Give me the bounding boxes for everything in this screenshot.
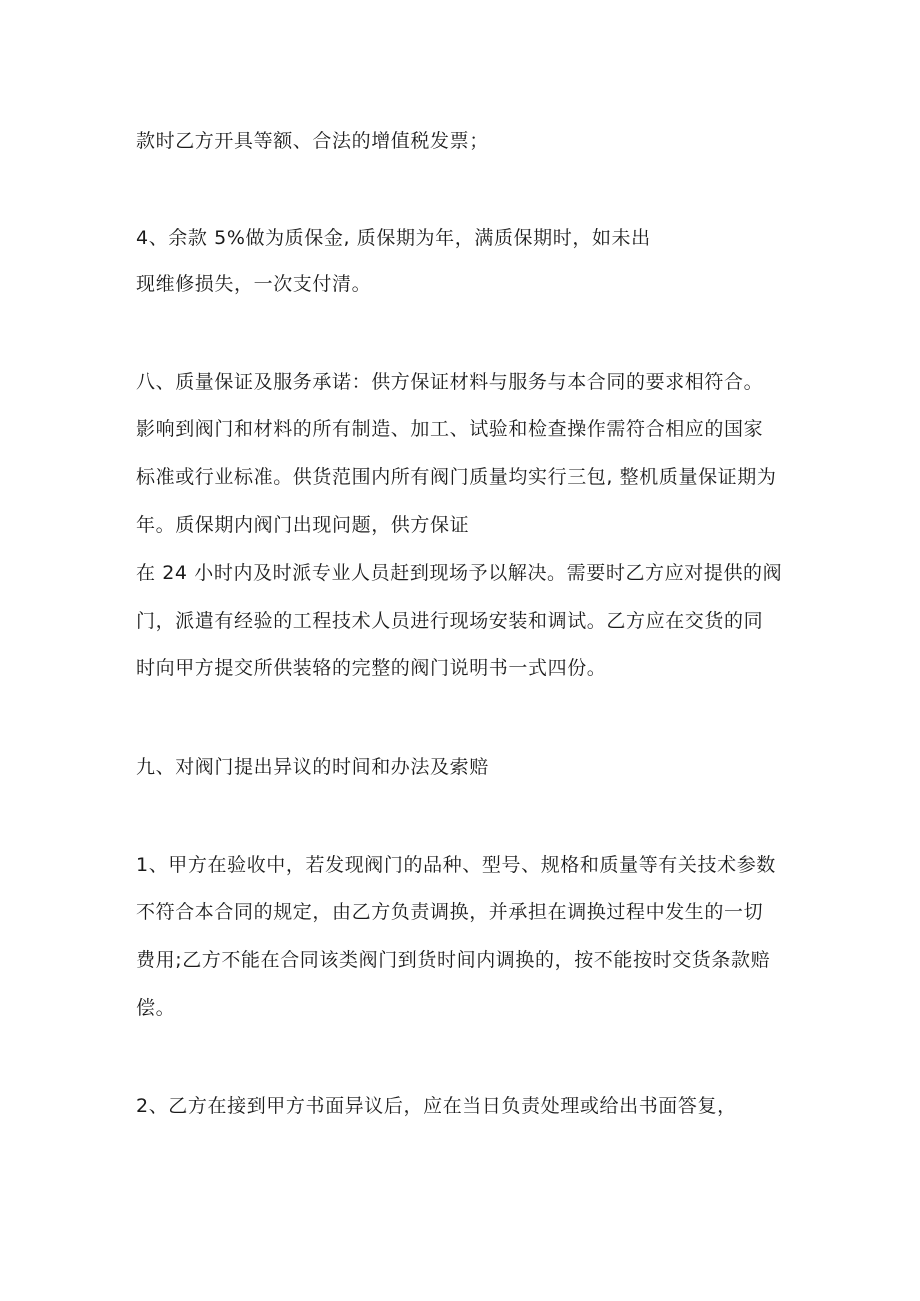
text-line: 4、余款 5%做为质保金, 质保期为年，满质保期时，如未出: [136, 227, 651, 249]
text-line: 不符合本合同的规定，由乙方负责调换，并承担在调换过程中发生的一切: [136, 901, 764, 923]
text-line: 现维修损失，一次支付清。: [136, 273, 372, 295]
text-line: 费用;乙方不能在合同该类阀门到货时间内调换的，按不能按时交货条款赔: [136, 949, 771, 971]
text-line: 时向甲方提交所供装辂的完整的阀门说明书一式四份。: [136, 657, 607, 679]
text-line: 在 24 小时内及时派专业人员赶到现场予以解决。需要时乙方应对提供的阀: [136, 562, 783, 584]
text-line: 1、甲方在验收中，若发现阀门的品种、型号、规格和质量等有关技术参数: [136, 854, 776, 876]
text-line: 2、乙方在接到甲方书面异议后，应在当日负责处理或给出书面答复，: [136, 1095, 737, 1117]
text-line: 门，派遣有经验的工程技术人员进行现场安装和调试。乙方应在交货的同: [136, 610, 764, 632]
text-line: 年。质保期内阀门出现问题，供方保证: [136, 514, 470, 536]
text-line: 八、质量保证及服务承诺：供方保证材料与服务与本合同的要求相符合。: [136, 371, 764, 393]
section-heading: 九、对阀门提出异议的时间和办法及索赔: [136, 756, 489, 778]
text-line: 偿。: [136, 997, 176, 1019]
text-line: 款时乙方开具等额、合法的增值税发票；: [136, 130, 489, 152]
text-line: 标准或行业标准。供货范围内所有阀门质量均实行三包, 整机质量保证期为: [136, 466, 777, 488]
text-line: 影响到阀门和材料的所有制造、加工、试验和检查操作需符合相应的国家: [136, 418, 764, 440]
